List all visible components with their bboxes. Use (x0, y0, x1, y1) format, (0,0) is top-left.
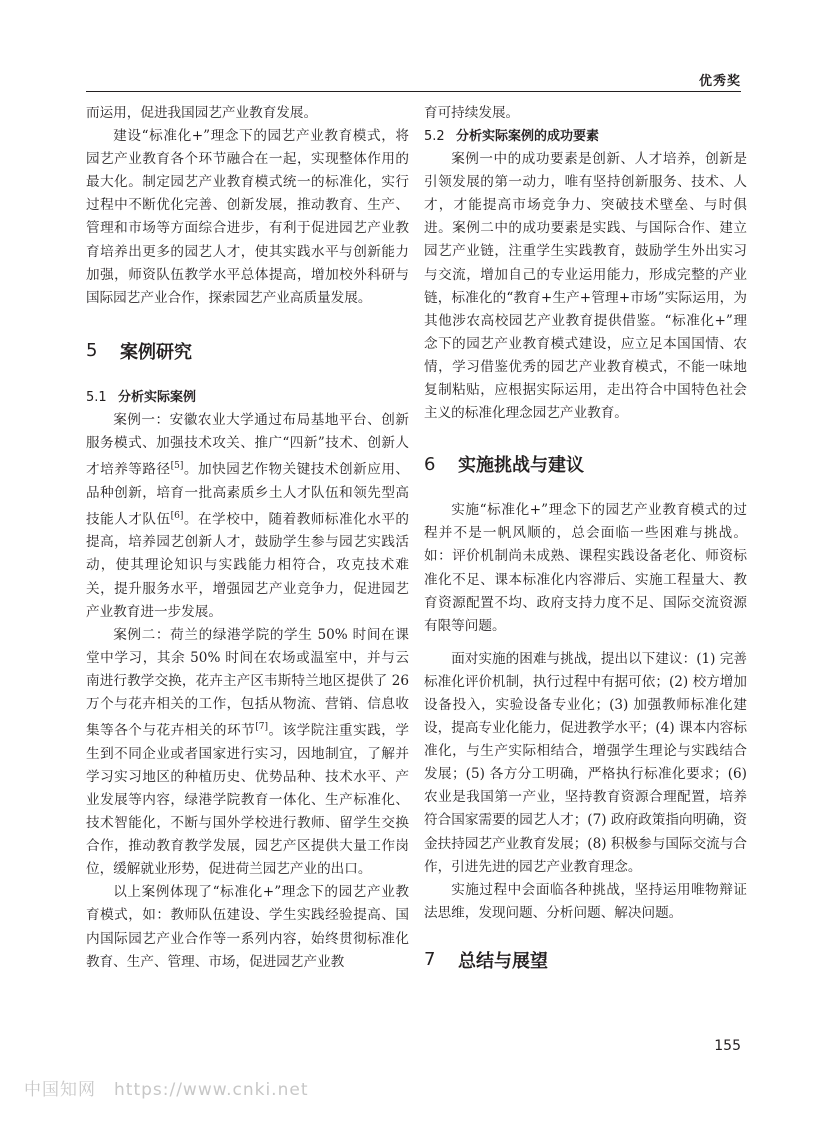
cnki-watermark: 中国知网 https://www.cnki.net (24, 1080, 309, 1100)
section-number: 7 (424, 949, 436, 971)
section-heading-5 (86, 338, 409, 364)
right-column (424, 102, 747, 973)
paragraph-continuation: 育可持续发展。 (424, 105, 520, 121)
paragraph-suggestions: 面对实施的困难与挑战，提出以下建议：(1) 完善标准化评价机制，执行过程中有据可依；(2) 校方增加设备投入，实验设备专业化；(3) 加强教师标准化建设，提高专业化能力，促进教学水平；(4) 课本内容标准化，与生产实际相结合，增强学生理论与实践结合发展；(5) 各方分工明确，严格执行标准化要求；(6) 农业是我国第一产业，坚持教育资源合理配置，培养符合国家需要的园艺人才；(7) 政府政策指向明确，资金扶持园艺产业教育发展；(8) 积极参与国际交流与合作，引进先进的园艺产业教育理念。 (424, 650, 747, 875)
left-column (86, 102, 409, 974)
page-number: 155 (714, 1038, 741, 1054)
subsection-number: 5.2 (424, 129, 445, 145)
header-rule (86, 91, 741, 92)
subsection-number: 5.1 (86, 389, 107, 405)
paragraph-standardization: 建设“标准化+”理念下的园艺产业教育模式，将园艺产业教育各个环节融合在一起，实现整体作用的最大化。制定园艺产业教育模式统一的标准化，实行过程中不断优化完善、创新发展，推动教育、生产、管理和市场等方面综合进步，有利于促进园艺产业教育培养出更多的园艺人才，使其实践水平与创新能力加强，师资队伍教学水平总体提高，增加校外科研与国际园艺产业合作，探索园艺产业高质量发展。 (86, 128, 409, 306)
paragraph-success-factors: 案例一中的成功要素是创新、人才培养，创新是引领发展的第一动力，唯有坚持创新服务、技术、人才，才能提高市场竞争力、突破技术壁垒、与时俱进。案例二中的成功要素是实践、与国际合作、建立园艺产业链，注重学生实践教育，鼓励学生外出实习与交流，增加自己的专业运用能力，形成完整的产业链，标准化的“教育+生产+管理+市场”实际运用，为其他涉农高校园艺产业教育提供借鉴。“标准化+”理念下的园艺产业教育模式建设，应立足本国国情、农情，学习借鉴优秀的园艺产业教育模式，不能一味地复制粘贴，应根据实际运用，走出符合中国特色社会主义的标准化理念园艺产业教育。 (424, 151, 747, 422)
citation-ref: [5] (170, 461, 184, 472)
case-one-text-b: 。加快园艺作物关键技术创新应用、品种创新，培育一批高素质乡土人才队伍和领先型高技能人才队伍 (86, 461, 410, 528)
section-title: 实施挑战与建议 (458, 455, 584, 477)
subsection-heading-5-1 (86, 386, 409, 409)
section-heading-6 (424, 451, 747, 477)
section-title: 案例研究 (120, 341, 192, 363)
paragraph-case-two (86, 624, 409, 882)
subsection-title: 分析实际案例 (118, 389, 197, 405)
citation-ref: [6] (170, 510, 184, 521)
case-two-text-a: 案例二：荷兰的绿港学院的学生 50% 时间在课堂中学习，其余 50% 时间在农场或温室中，并与云南进行教学交换，花卉主产区韦斯特兰地区提供了 26 万个与花卉相关的工作，包括从物流、营销、信息收集等各个与花卉相关的环节 (86, 626, 409, 739)
section-number: 6 (424, 453, 436, 475)
section-title: 总结与展望 (458, 950, 548, 972)
subsection-title: 分析实际案例的成功要素 (456, 129, 600, 145)
paragraph-challenges: 实施“标准化+”理念下的园艺产业教育模式的过程并不是一帆风顺的，总会面临一些困难与挑战。如：评价机制尚未成熟、课程实践设备老化、师资标准化不足、课本标准化内容滞后、实施工程量大、教育资源配置不均、政府支持力度不足、国际交流资源有限等问题。 (424, 502, 747, 634)
paragraph-continuation: 而运用，促进我国园艺产业教育发展。 (86, 105, 318, 121)
paragraph-cases-summary: 以上案例体现了“标准化+”理念下的园艺产业教育模式，如：教师队伍建设、学生实践经验提高、国内国际园艺产业合作等一系列内容，始终贯彻标准化教育、生产、管理、市场，促进园艺产业教 (86, 884, 409, 970)
journal-section-label: 优秀奖 (698, 74, 741, 89)
case-two-text-b: 。该学院注重实践，学生到不同企业或者国家进行实习，因地制宜，了解并学习实习地区的种植历史、优势品种、技术水平、产业发展等内容，绿港学院教育一体化、生产标准化、技术智能化，不断与国外学校进行教师、留学生交换合作，推动教育教学发展，园艺产区提供大量工作岗位，缓解就业形势，促进荷兰园艺产业的出口。 (86, 722, 410, 878)
paragraph-case-one (86, 409, 409, 624)
case-one-text-a: 案例一：安徽农业大学通过布局基地平台、创新服务模式、加强技术攻关、推广“四新”技术、创新人才培养等路径 (86, 411, 409, 478)
case-one-text-c: 。在学校中，随着教师标准化水平的提高，培养园艺创新人才，鼓励学生参与园艺实践活动，使其理论知识与实践能力相符合，攻克技术难关，提升服务水平，增强园艺产业竞争力，促进园艺产业教育进一步发展。 (86, 511, 410, 620)
section-heading-7 (424, 947, 747, 973)
section-number: 5 (86, 340, 98, 362)
paragraph-dialectic: 实施过程中会面临各种挑战，坚持运用唯物辩证法思维，发现问题、分析问题、解决问题。 (424, 881, 747, 921)
subsection-heading-5-2 (424, 125, 747, 148)
citation-ref: [7] (255, 722, 268, 733)
